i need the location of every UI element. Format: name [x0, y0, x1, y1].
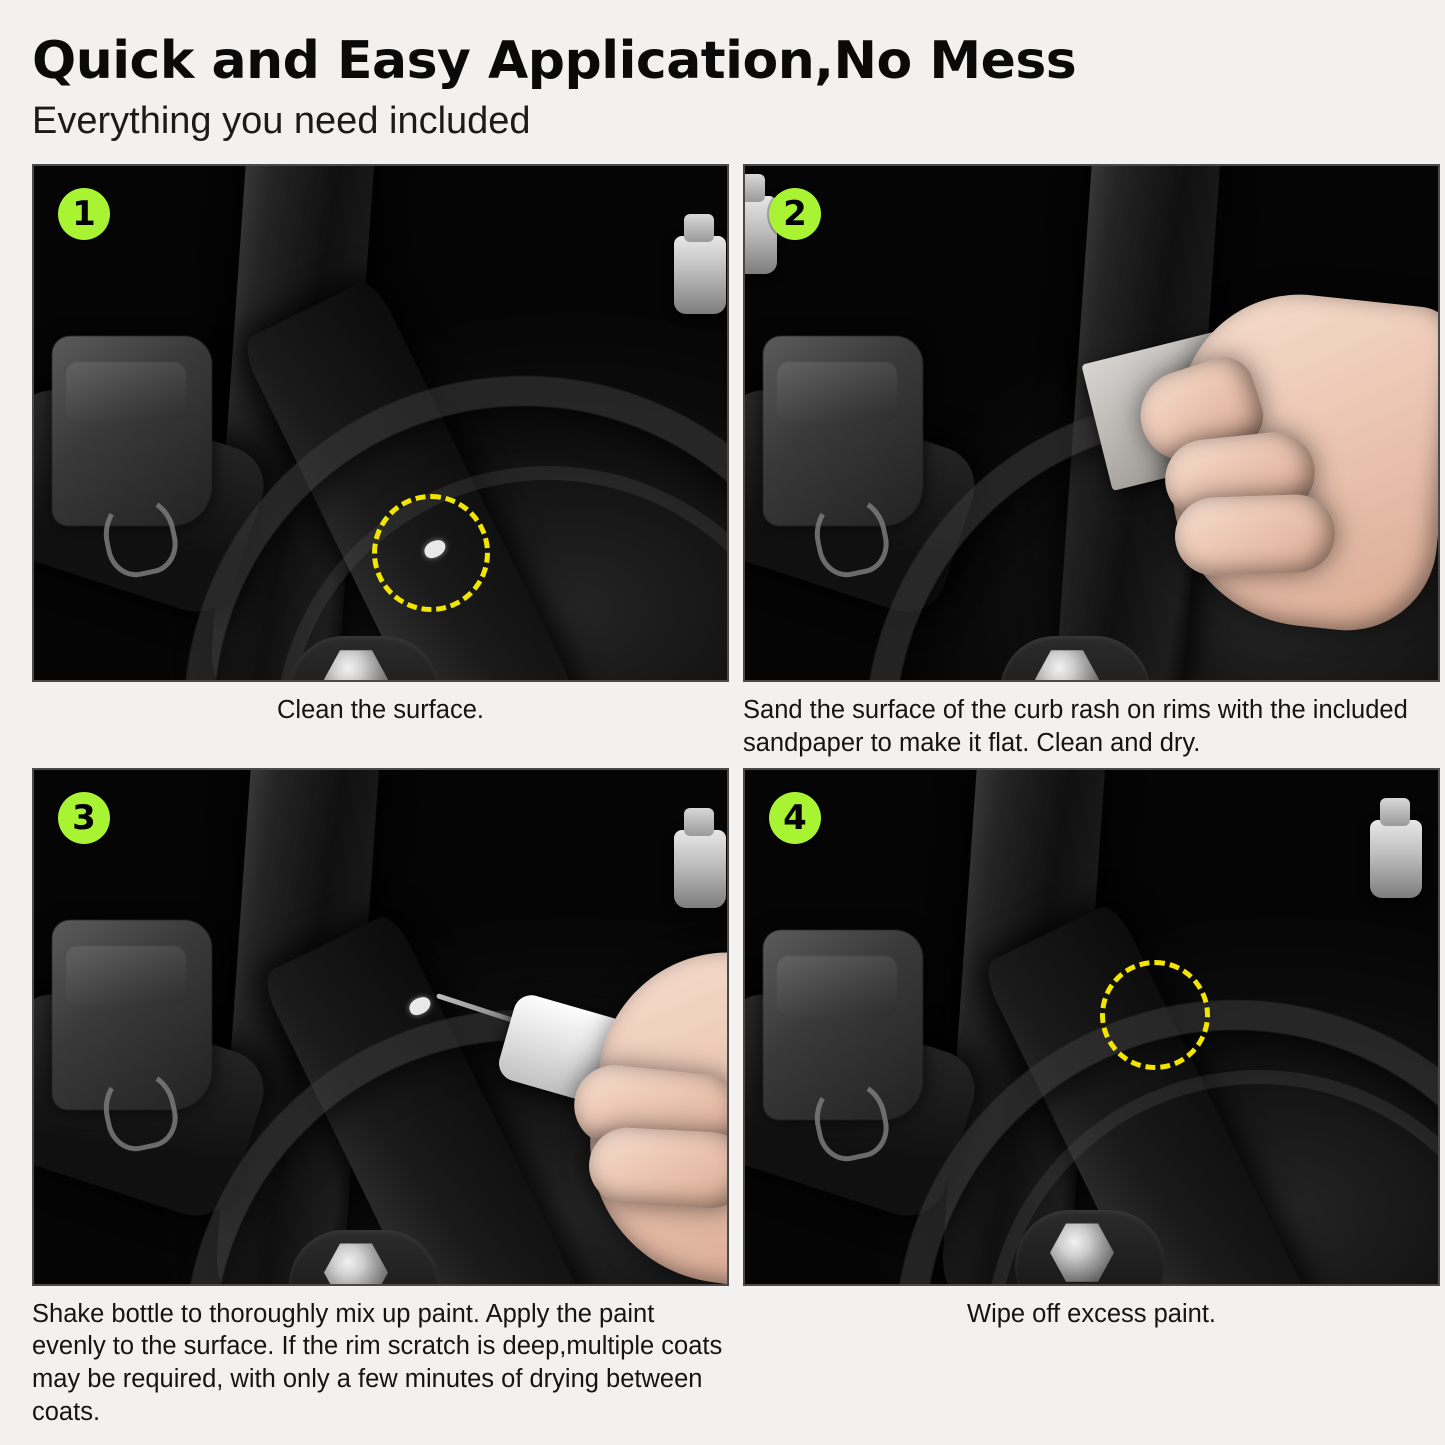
step-1	[32, 164, 729, 759]
step-2-caption: Sand the surface of the curb rash on rims with the included sandpaper to make it flat. Clean and dry.	[743, 696, 1408, 758]
highlight-circle	[1100, 960, 1210, 1070]
page-title: Quick and Easy Application,No Mess	[32, 31, 1077, 91]
step-4	[743, 768, 1440, 1429]
step-number-badge: 1	[58, 188, 110, 240]
valve-stem	[674, 830, 726, 908]
step-3-caption: Shake bottle to thoroughly mix up paint. Apply the paint evenly to the surface. If the rim scratch is deep,multiple coats may be required, with only a few minutes of drying between coats.	[32, 1299, 723, 1426]
step-1-photo	[32, 164, 729, 682]
step-2-photo	[743, 164, 1440, 682]
step-1-caption: Clean the surface.	[277, 696, 484, 725]
step-3-photo	[32, 768, 729, 1286]
highlight-circle	[372, 494, 490, 612]
step-4-photo	[743, 768, 1440, 1286]
valve-stem	[1370, 820, 1422, 898]
finger	[587, 1126, 729, 1210]
steps-grid	[32, 164, 1413, 1428]
step-number-badge: 4	[769, 792, 821, 844]
step-4-caption: Wipe off excess paint.	[967, 1299, 1216, 1328]
step-number-badge: 2	[769, 188, 821, 240]
step-number-badge: 3	[58, 792, 110, 844]
page-subtitle: Everything you need included	[32, 99, 531, 142]
finger	[1174, 494, 1337, 578]
step-3	[32, 768, 729, 1429]
valve-stem	[674, 236, 726, 314]
step-2	[743, 164, 1440, 759]
